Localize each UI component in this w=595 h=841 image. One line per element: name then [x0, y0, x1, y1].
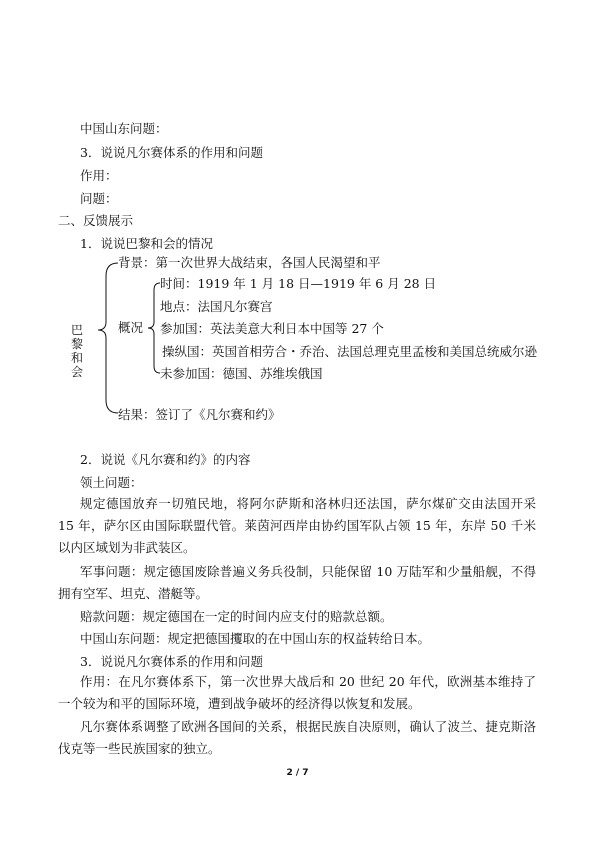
question-3-heading: 3．说说凡尔赛体系的作用和问题 — [80, 145, 263, 160]
background-item: 背景：第一次世界大战结束，各国人民渴望和平 — [118, 255, 381, 270]
section-2-heading: 二、反馈展示 — [58, 213, 134, 228]
role-label: 作用： — [80, 168, 118, 183]
overview-label: 概况 — [118, 320, 144, 335]
reparation-paragraph: 赔款问题：规定德国在一定的时间内应支付的赔款总额。 — [80, 609, 393, 624]
question-2-heading: 2．说说《凡尔赛和约》的内容 — [80, 452, 251, 467]
question-1-heading: 1．说说巴黎和会的情况 — [80, 236, 213, 251]
absent-item: 未参加国：德国、苏维埃俄国 — [160, 366, 323, 381]
shandong-paragraph: 中国山东问题：规定把德国攫取的在中国山东的权益转给日本。 — [80, 631, 431, 646]
paris-peace-conference-label: 巴黎和会 — [70, 323, 83, 379]
military-paragraph: 军事问题：规定德国废除普遍义务兵役制，只能保留 10 万陆军和少量船舰，不得拥有空军、坦克、潜艇等。 — [58, 564, 536, 601]
time-item: 时间：1919 年 1 月 18 日—1919 年 6 月 28 日 — [160, 276, 437, 291]
territory-label: 领土问题： — [80, 475, 143, 490]
manipulators-item: 操纵国：英国首相劳合・乔治、法国总理克里孟梭和美国总统威尔逊 — [162, 344, 538, 359]
shandong-question-label: 中国山东问题： — [80, 121, 168, 136]
result-item: 结果：签订了《凡尔赛和约》 — [118, 407, 281, 422]
role-paragraph: 作用：在凡尔赛体系下，第一次世界大战后和 20 世纪 20 年代，欧洲基本维持了一个较为和平的国际环境，遭到战争破坏的经济得以恢复和发展。 — [58, 674, 536, 711]
problem-label: 问题： — [80, 191, 118, 206]
question-3b-heading: 3．说说凡尔赛体系的作用和问题 — [80, 654, 263, 669]
page-number: 2 / 7 — [286, 768, 309, 778]
adjust-paragraph: 凡尔赛体系调整了欧洲各国间的关系，根据民族自决原则，确认了波兰、捷克斯洛伐克等一些民族国家的独立。 — [58, 719, 536, 756]
territory-paragraph: 规定德国放弃一切殖民地，将阿尔萨斯和洛林归还法国，萨尔煤矿交由法国开采 15 年，萨尔区由国际联盟代管。莱茵河西岸由协约国军队占领 15 年，东岸 50 千米以内区域划为非武装区。 — [58, 496, 536, 555]
place-item: 地点：法国凡尔赛宫 — [160, 299, 273, 314]
participants-item: 参加国：英法美意大利日本中国等 27 个 — [160, 321, 384, 336]
